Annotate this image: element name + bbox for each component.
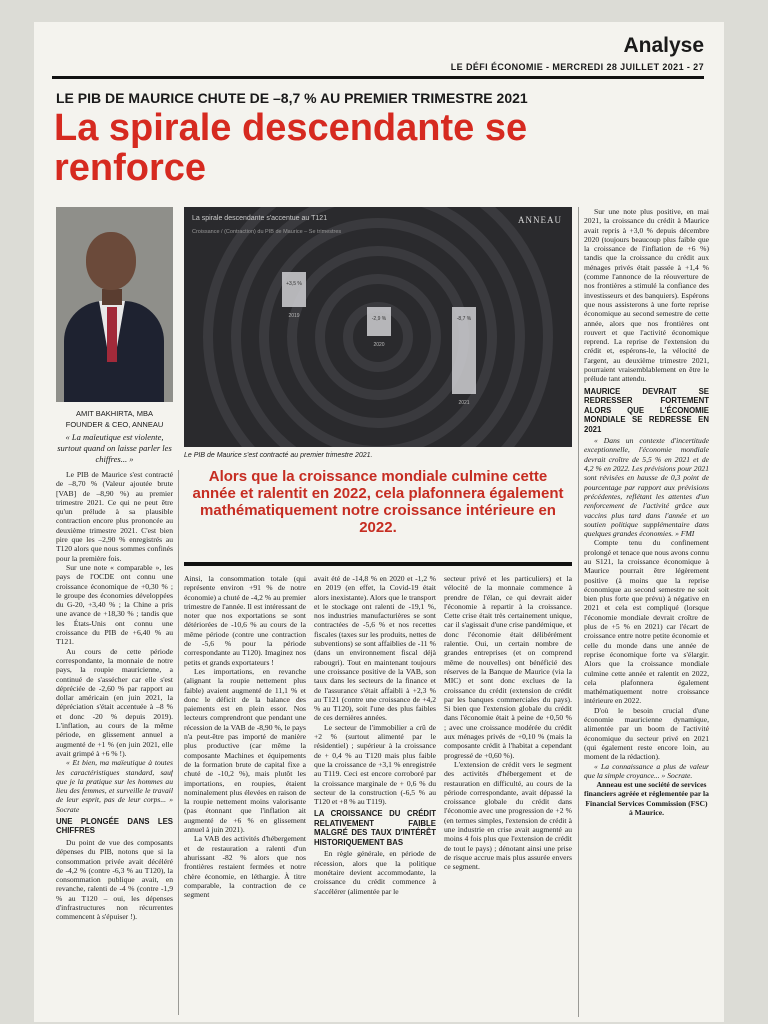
- subheading: MAURICE DEVRAIT SE REDRESSER FORTEMENT ALORS QUE L'ÉCONOMIE MONDIALE SE REDRESSE EN 2021: [584, 386, 709, 434]
- section-tag: Analyse: [623, 34, 704, 57]
- newspaper-page: [34, 22, 724, 1022]
- column-divider: [578, 207, 579, 1017]
- column-2: [184, 574, 306, 1014]
- paragraph: D'où le besoin crucial d'une économie mauricienne dynamique, alimentée par un boom de l'activité économique du secteur privé en 2021 (qui également reste encore loin, au moment de la rédaction).: [584, 705, 709, 762]
- paragraph: Le secteur de l'immobilier a crû de +2 % (surtout alimenté par le résidentiel) ; supérieur à la croissance de + 0,4 % au T120 mais plus faible que la croissance de +3,1 % enregistrée au T119. Ceci est encore corroboré par la croissance marginale de + 0,6 % du secteur de la construction (-6,5 % au T120 et +8 % au T119).: [314, 722, 436, 807]
- paragraph: L'extension de crédit vers le segment des activités d'hébergement et de restauration en difficulté, au cours de la période correspondante, avait dépassé la croissance globale du crédit dans l'économie avec une progression de +2 % (en termes simples, l'extension de crédit à une industrie en crise avait augmenté au moins 4 fois plus que l'extension de crédit de tout le pays) ; dénotant ainsi une prise de risque accrue mais plus assurée envers ce segment.: [444, 759, 572, 872]
- paragraph: La VAB des activités d'hébergement et de restauration a ralenti d'un ahurissant -82 % alors que nos frontières restaient fermées et notre chère économie, en léthargie. À titre comparable, la contraction de ce segment: [184, 834, 306, 900]
- column-divider: [178, 470, 179, 1015]
- author-caption: [56, 408, 173, 430]
- paragraph: Les importations, en revanche (alignant la roupie nettement plus faible) avaient augmenté de 11,1 % et donc le déficit de la balance des paiements est en plein essor. Nos lecteurs comprendront que pendant une récession de la VAB de -8,90 %, le pays n'a peut-être pas importé de manière plus productive (car même la composante Machines et équipements de la formation brute de capital fixe a chuté de -10,2 %), mais plutôt les importations, en roupies, étaient nominalement plus élevées en raison de la roupie nettement moins valorisante (pas étonnant que l'inflation ait augmenté de +6 % en glissement annuel à juin 2021).: [184, 666, 306, 835]
- pull-quote: Alors que la croissance mondiale culmine cette année et ralentit en 2022, cela plafonnera également mathématiquement notre croissance intérieure en 2022.: [192, 468, 564, 536]
- header-rule: [52, 76, 704, 79]
- column-1: [56, 470, 173, 1015]
- article-headline: La spirale descendante se renforce: [54, 107, 528, 189]
- author-title: FOUNDER & CEO, ANNEAU: [65, 420, 164, 429]
- subheading: LA CROISSANCE DU CRÉDIT RELATIVEMENT FAIBLE MALGRÉ DES TAUX D'INTÉRÊT HISTORIQUEMENT BAS: [314, 809, 436, 847]
- disclaimer-paragraph: Anneau est une société de services financiers agréée et réglementée par la Financial Services Commission (FSC) à Maurice.: [584, 780, 709, 818]
- author-quote: « La maïeutique est violente, surtout quand on laisse parler les chiffres... »: [57, 432, 172, 464]
- paragraph: Sur une note plus positive, en mai 2021, la croissance du crédit à Maurice avait repris à +3,0 % depuis décembre 2020 (toujours beaucoup plus faible que la croissance de l'inflation de +6 %) tandis que la croissance du crédit aux ménages privés était passée à +1,4 % (comme l'annonce de la réouverture de nos frontières a stimulé la confiance des investisseurs et des banquiers). Espérons que nous assisterons à une forte reprise économique au second semestre de cette année, alors que nos frontières ont rouvert et que l'activité économique reprend. La reprise de l'extension du crédit et, espérons-le, la vélocité de l'argent, au deuxième trimestre 2021, pourraient vraisemblablement en être le prélude tant attendu.: [584, 207, 709, 384]
- paragraph: En règle générale, en période de récession, alors que la politique monétaire devient accommodante, la croissance du crédit commence à s'accélérer (alimentée par le: [314, 849, 436, 896]
- quote-paragraph: « La connaissance a plus de valeur que la simple croyance... » Socrate.: [584, 761, 709, 780]
- chart-subtitle: Croissance / (Contraction) du PIB de Maurice – Se trimestres: [192, 229, 342, 235]
- bar-value-label: +3,5 %: [286, 281, 302, 287]
- paragraph: Au cours de cette période correspondante, la monnaie de notre pays, la roupie mauricienne, a continué de s'assécher car elle s'est dépréciée de -2,60 % par rapport au dollar américain (en juin 2021, la dépréciation s'était accentuée à –8 % et donc -20 % depuis 2019). L'inflation, au cours de la même période, en glissement annuel a augmenté de +1 % (en juin 2021, elle avait grimpé à +6 % !).: [56, 646, 173, 758]
- author-photo: [56, 207, 173, 402]
- bar-value-label: -2,9 %: [371, 316, 387, 322]
- author-name: AMIT BAKHIRTA, MBA: [75, 409, 154, 418]
- category-label: 2021: [458, 400, 470, 406]
- pullquote-rule: [184, 562, 572, 566]
- paragraph: Le PIB de Maurice s'est contracté de –8,70 % (Valeur ajoutée brute [VAB] de –8,90 %) au premier trimestre 2021. Ce qui ne peut être qu'un prélude à sa plausible contraction encore plus prononcée au deuxième trimestre 2021. C'est bien pire que les –2,90 % enregistrés au T120 alors que nous sommes confinés pour la première fois.: [56, 470, 173, 563]
- paragraph: Ainsi, la consommation totale (qui représente environ +91 % de notre économie) a chuté de -4,2 % au premier trimestre de l'année. Il est intéressant de noter que nos exportations se sont détériorées de -10,6 % au cours de la même période (contre une contraction de -5,6 % pour la période correspondante au T120). Imaginez nos petits et grands exportateurs !: [184, 574, 306, 667]
- article-kicker: LE PIB DE MAURICE CHUTE DE –8,7 % AU PREMIER TRIMESTRE 2021: [56, 90, 528, 106]
- chart-title: La spirale descendante s'accentue au T121: [192, 215, 328, 222]
- paragraph: secteur privé et les particuliers) et la vélocité de la monnaie commence à prendre de l'élan, ce qui devrait aider l'économie à repartir à la croissance. Cette crise était très certainement unique, car il s'agissait d'une crise pandémique, et donc l'économie était délibérément ralentie. Oui, un certain nombre de grandes entreprises (et on comprend même de nouvelles) ont bénéficié des réserves de la Banque de Maurice (via la MIC) et sont donc exclues de la croissance du crédit (extension de crédit par les banques commerciales du pays). Si bien que l'extension globale du crédit dans l'économie était à peine de +0,50 % ; avec une croissance modérée du crédit aux ménages privés de +0,10 % (mais la composante crédit à l'habitat a cependant progressé de +0,60 %).: [444, 574, 572, 760]
- gdp-bar-chart: [184, 207, 572, 447]
- bar-2019: [282, 272, 306, 307]
- subheading: UNE PLONGÉE DANS LES CHIFFRES: [56, 816, 173, 836]
- column-3: [314, 574, 436, 1014]
- running-header: LE DÉFI ÉCONOMIE - MERCREDI 28 JUILLET 2021 - 27: [450, 62, 704, 72]
- bar-value-label: -8,7 %: [456, 316, 472, 322]
- paragraph: Compte tenu du confinement prolongé et tenace que nous avons connu au S121, la croissance économique à Maurice pourrait être légèrement positive (à moins que la reprise économique au second semestre ne soit bien plus forte que prévu) à négative en 2021 et cela est compliqué (lorsque l'économie mondiale devrait croître de plus de +5 % en 2021) car l'écart de croissance entre notre petite économie et celle du monde dans une année de reprise économique forte va s'élargir. Alors que la croissance mondiale culmine cette année et ralentit en 2022, cela plafonnera également mathématiquement notre croissance intérieure en 2022.: [584, 538, 709, 706]
- quote-paragraph: « Dans un contexte d'incertitude exceptionnelle, l'économie mondiale devrait croître de 5,5 % en 2021 et de 4,2 % en 2022. Les prévisions pour 2021 sont révisées en hausse de 0,3 point de pourcentage par rapport aux prévisions précédentes, reflétant les attentes d'un renforcement de l'activité grâce aux vaccins plus tard dans l'année et un soutien politique supplémentaire dans quelques grandes économies. » FMI: [584, 436, 709, 539]
- quote-paragraph: « Et bien, ma maïeutique à toutes les caractéristiques standard, sauf que je la pratique sur les hommes au lieu des femmes, et surveille le travail de leur esprit, pas de leur corps... » Socrate: [56, 758, 173, 814]
- category-label: 2019: [288, 313, 300, 319]
- paragraph: Sur une note « comparable », les pays de l'OCDE ont connu une croissance économique de +0,30 % ; le groupe des économies développées du G-20, +3,40 % ; la Chine a pris une avance de +18,30 % ; tandis que les États-Unis ont connu une croissance du PIB de +6,40 % au T121.: [56, 562, 173, 647]
- chart-brand-logo: ANNEAU: [518, 215, 562, 225]
- chart-figure: [184, 207, 572, 447]
- background-ring: [320, 279, 436, 395]
- column-5: [584, 207, 709, 1017]
- category-label: 2020: [373, 342, 385, 348]
- paragraph: Du point de vue des composants dépenses du PIB, notons que si la consommation privée avait décéléré de -4,2 % (contre -6,3 % au T120), la consommation publique avait, en revanche, ralenti de -4 % (contre -1,9 % au T120 – oui, les dépenses d'infrastructures non récurrentes commencent à s'épuiser !).: [56, 837, 173, 922]
- figure-caption: Le PIB de Maurice s'est contracté au premier trimestre 2021.: [184, 452, 373, 459]
- column-4: [444, 574, 572, 1014]
- paragraph: avait été de -14,8 % en 2020 et -1,2 % en 2019 (en effet, la Covid-19 était alors inexistante). Alors que le transport et le stockage ont ralenti de -19,1 %, nos industries manufacturières se sont contractées de -5,6 % et nos recettes fiscales (taxes sur les produits, nettes de subventions) se sont affaiblies de -11 % (dans un environnement fiscal déjà rabougri). Tout en maintenant toujours une croissance positive de la VAB, son taux dans les secteurs de la finance et de l'assurance s'était affaibli à +2,3 % au T121 (contre une croissance de +4,2 % au T120), soit l'une des plus faibles de ces dernières années.: [314, 574, 436, 723]
